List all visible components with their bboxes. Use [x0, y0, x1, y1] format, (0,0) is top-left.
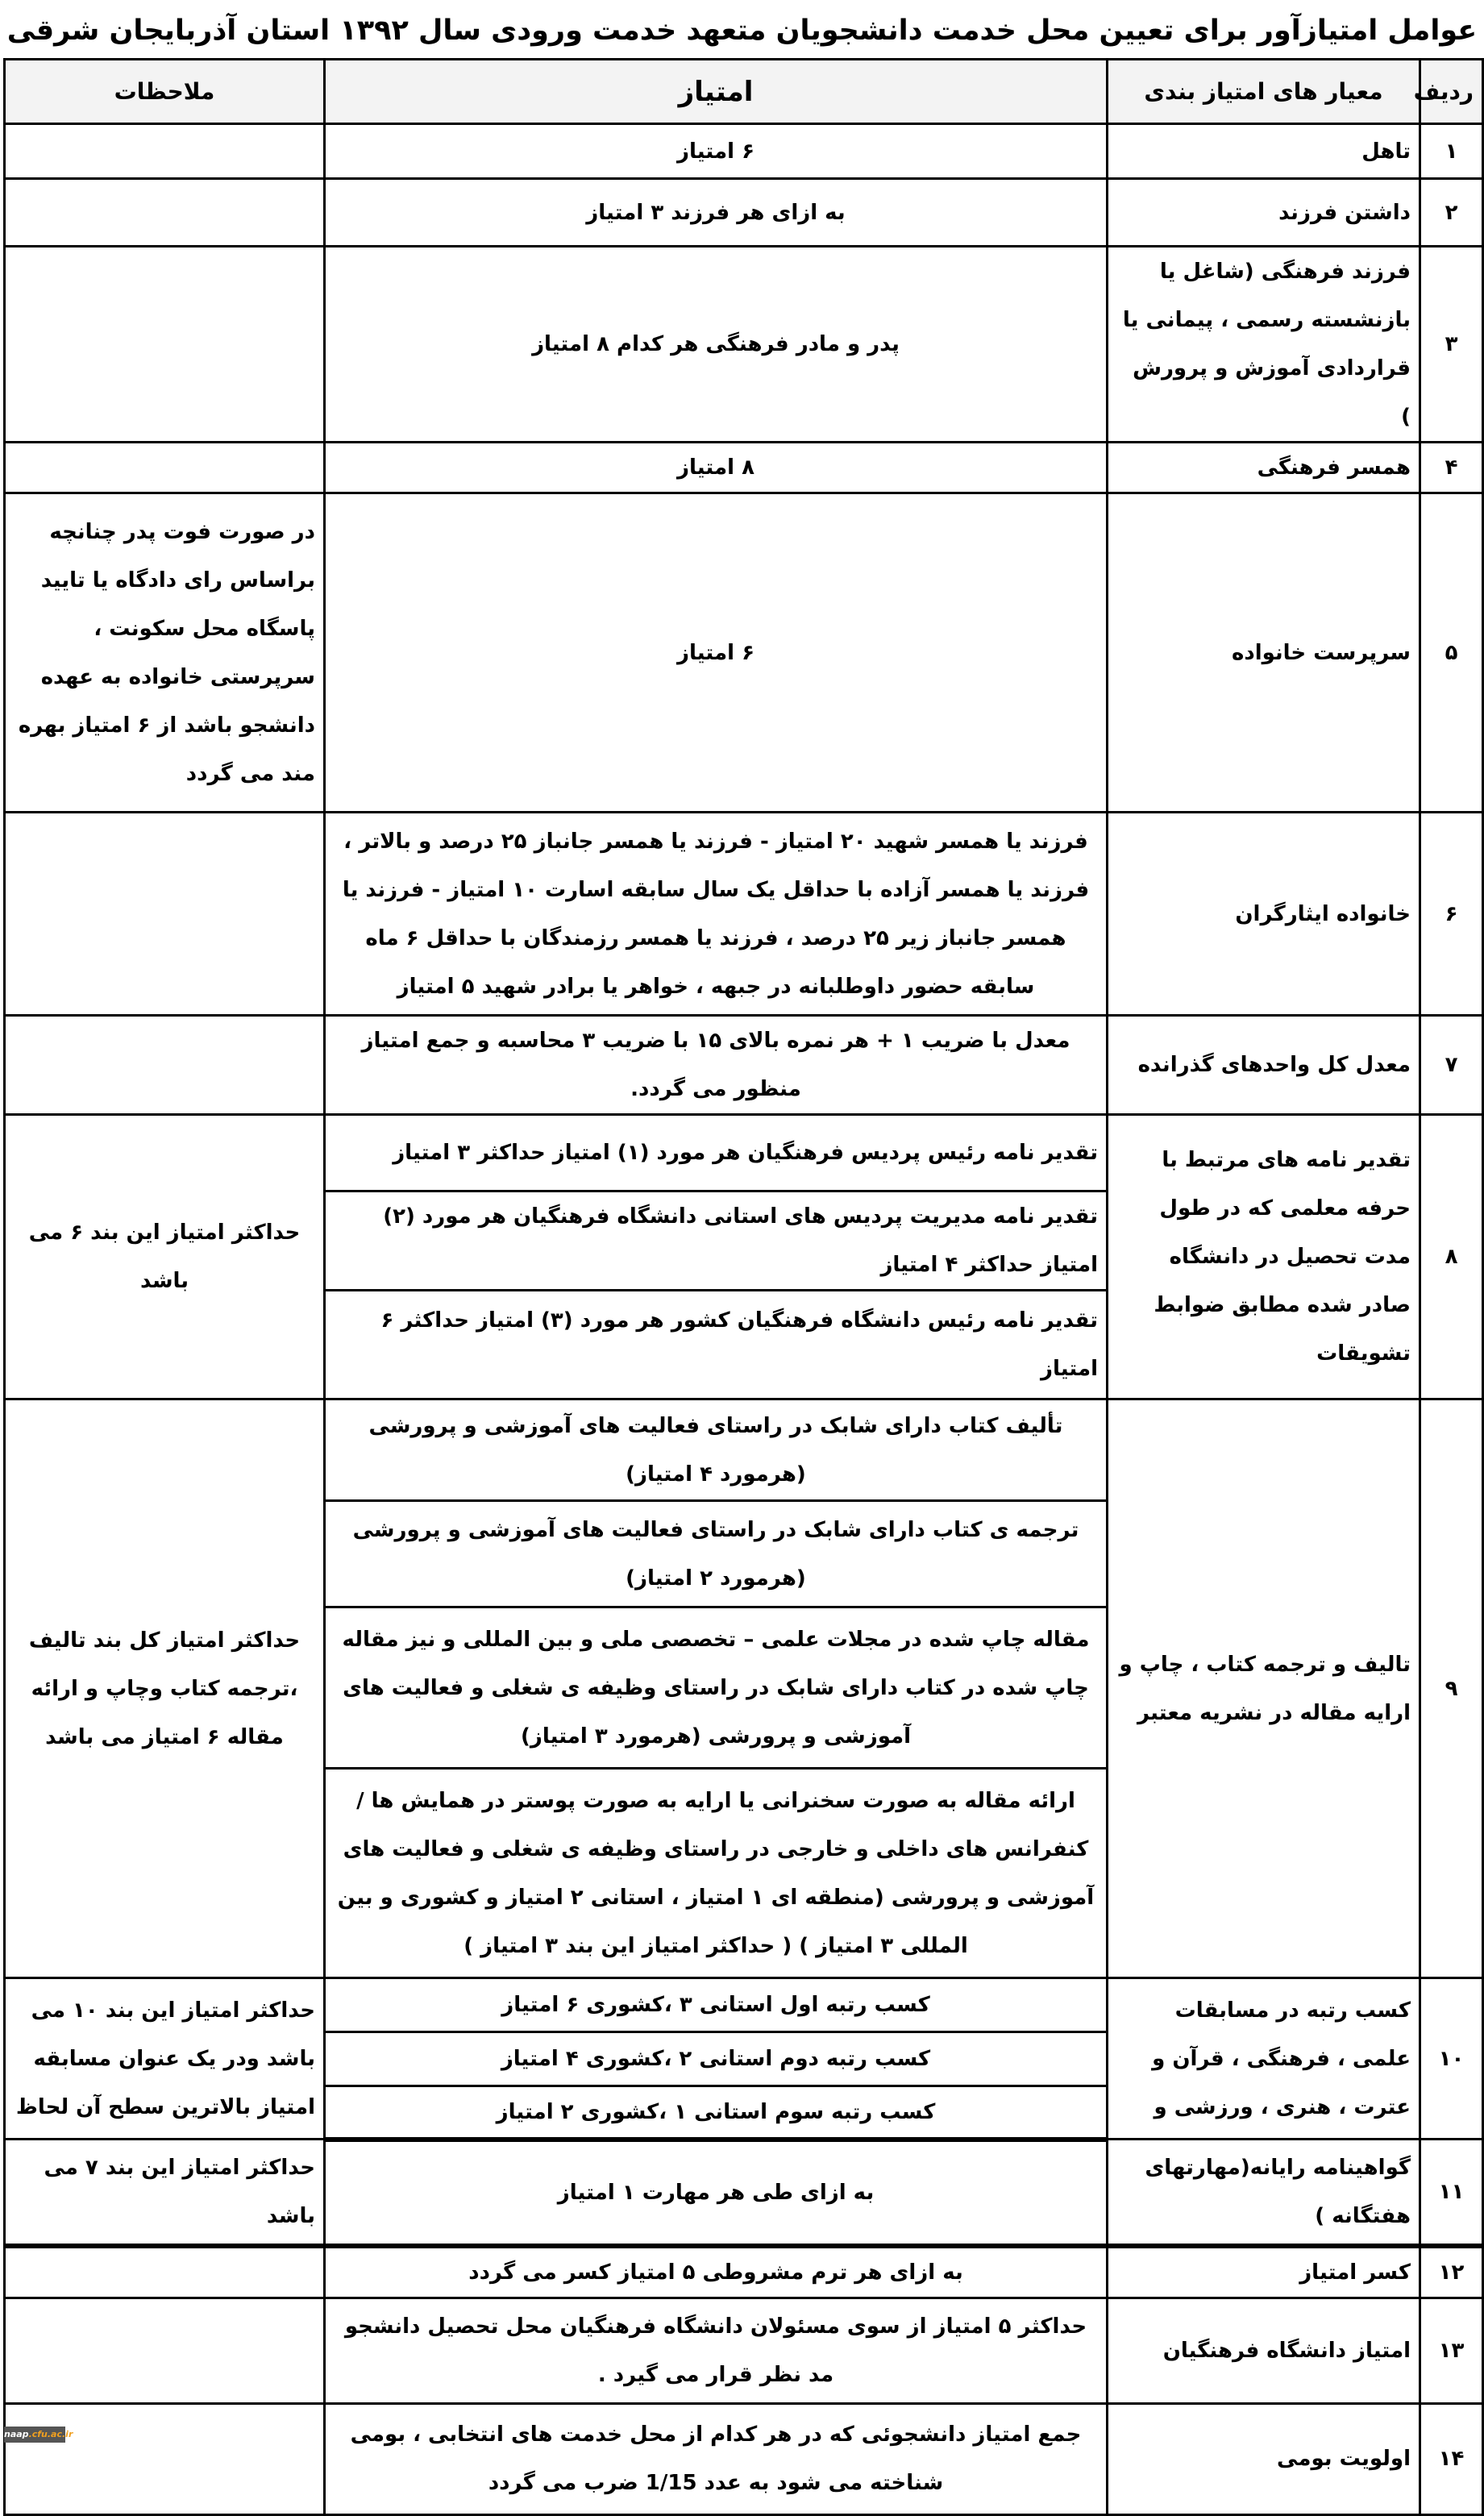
header-criteria: معیار های امتیاز بندی	[1108, 60, 1420, 124]
row-notes	[5, 2246, 325, 2298]
row-notes	[5, 443, 325, 493]
row-score: جمع امتیاز دانشجوئی که در هر کدام از محل خدمت های انتخابی ، بومی شناخته می شود به عدد 1/15 ضرب می گردد	[325, 2403, 1108, 2514]
table-row	[5, 2246, 1483, 2298]
row-score: پدر و مادر فرهنگی هر کدام ۸ امتیاز	[325, 247, 1108, 443]
row-notes: در صورت فوت پدر چنانچه براساس رای دادگاه یا تایید پاسگاه محل سکونت ، سرپرستی خانواده به عهده دانشجو باشد از ۶ امتیاز بهره مند می گردد	[5, 493, 325, 813]
row-index: ۷	[1420, 1016, 1483, 1115]
row-score: به ازای هر فرزند ۳ امتیاز	[325, 179, 1108, 247]
row-criteria: داشتن فرزند	[1108, 179, 1420, 247]
row-index: ۱۰	[1420, 1978, 1483, 2140]
table-row	[5, 1399, 1483, 1501]
watermark-text: naap	[4, 2429, 29, 2439]
row-index: ۶	[1420, 813, 1483, 1016]
watermark-domain: .cfu.ac.ir	[28, 2429, 73, 2439]
row-notes: حداکثر امتیاز این بند ۷ می باشد	[5, 2140, 325, 2246]
row-notes: حداکثر امتیاز این بند ۶ می باشد	[5, 1115, 325, 1399]
row-score: معدل با ضریب ۱ + هر نمره بالای ۱۵ با ضریب ۳ محاسبه و جمع امتیاز منظور می گردد.	[325, 1016, 1108, 1115]
row-criteria: تقدیر نامه های مرتبط با حرفه معلمی که در طول مدت تحصیل در دانشگاه صادر شده مطابق ضوابط تشویقات	[1108, 1115, 1420, 1399]
row-notes: حداکثر امتیاز این بند ۱۰ می باشد ودر یک عنوان مسابقه امتیاز بالاترین سطح آن لحاظ	[5, 1978, 325, 2140]
row-index: ۴	[1420, 443, 1483, 493]
row-notes	[5, 1016, 325, 1115]
row-score: تقدیر نامه مدیریت پردیس های استانی دانشگاه فرهنگیان هر مورد (۲) امتیاز حداکثر ۴ امتیاز	[325, 1191, 1108, 1291]
table-row	[5, 2403, 1483, 2514]
row-score: ۶ امتیاز	[325, 493, 1108, 813]
header-notes: ملاحظات	[5, 60, 325, 124]
row-score: به ازای هر ترم مشروطی ۵ امتیاز کسر می گردد	[325, 2246, 1108, 2298]
row-score: ترجمه ی کتاب دارای شابک در راستای فعالیت های آموزشی و پرورشی (هرمورد ۲ امتیاز)	[325, 1501, 1108, 1607]
row-score: کسب رتبه سوم استانی ۱ ،کشوری ۲ امتیاز	[325, 2086, 1108, 2140]
row-index: ۸	[1420, 1115, 1483, 1399]
row-criteria: کسب رتبه در مسابقات علمی ، فرهنگی ، قرآن و عترت ، هنری ، ورزشی و	[1108, 1978, 1420, 2140]
page-title: عوامل امتیازآور برای تعیین محل خدمت دانشجویان متعهد خدمت ورودی سال ۱۳۹۲ استان آذربایجان شرقی	[6, 15, 1478, 47]
row-score: ارائه مقاله به صورت سخنرانی یا ارایه به صورت پوستر در همایش ها / کنفرانس های داخلی و خارجی در راستای وظیفه ی شغلی و فعالیت های آموزشی و پرورشی (منطقه ای ۱ امتیاز ، استانی ۲ امتیاز و کشوری و بین المللی ۳ امتیاز ) ( حداکثر امتیاز این بند ۳ امتیاز )	[325, 1769, 1108, 1978]
row-score: مقاله چاپ شده در مجلات علمی – تخصصی ملی و بین المللی و نیز مقاله چاپ شده در کتاب دارای شابک در راستای وظیفه ی شغلی و فعالیت های آموزشی و پرورشی (هرمورد ۳ امتیاز)	[325, 1607, 1108, 1769]
table-row	[5, 247, 1483, 443]
row-criteria: امتیاز دانشگاه فرهنگیان	[1108, 2298, 1420, 2403]
row-notes: حداکثر امتیاز کل بند تالیف ،ترجمه کتاب وچاپ و ارائه مقاله ۶ امتیاز می باشد	[5, 1399, 325, 1978]
row-index: ۱۲	[1420, 2246, 1483, 2298]
row-criteria: تالیف و ترجمه کتاب ، چاپ و ارایه مقاله در نشریه معتبر	[1108, 1399, 1420, 1978]
row-score: کسب رتبه اول استانی ۳ ،کشوری ۶ امتیاز	[325, 1978, 1108, 2032]
row-criteria: اولویت بومی	[1108, 2403, 1420, 2514]
header-index: ردیف	[1420, 60, 1483, 124]
row-criteria: کسر امتیاز	[1108, 2246, 1420, 2298]
row-score: کسب رتبه دوم استانی ۲ ،کشوری ۴ امتیاز	[325, 2032, 1108, 2086]
row-score: ۶ امتیاز	[325, 124, 1108, 179]
table-row	[5, 1016, 1483, 1115]
row-index: ۳	[1420, 247, 1483, 443]
table-row	[5, 443, 1483, 493]
table-header-row	[5, 60, 1483, 124]
row-notes	[5, 247, 325, 443]
table-row	[5, 2140, 1483, 2246]
row-criteria: سرپرست خانواده	[1108, 493, 1420, 813]
row-index: ۱۴	[1420, 2403, 1483, 2514]
table-row	[5, 813, 1483, 1016]
row-score: تقدیر نامه رئیس پردیس فرهنگیان هر مورد (۱) امتیاز حداکثر ۳ امتیاز	[325, 1115, 1108, 1191]
row-notes	[5, 813, 325, 1016]
row-index: ۱۱	[1420, 2140, 1483, 2246]
row-criteria: گواهینامه رایانه(مهارتهای هفتگانه )	[1108, 2140, 1420, 2246]
row-index: ۲	[1420, 179, 1483, 247]
row-notes	[5, 179, 325, 247]
table-row	[5, 493, 1483, 813]
row-score: فرزند یا همسر شهید ۲۰ امتیاز - فرزند یا همسر جانباز ۲۵ درصد و بالاتر ، فرزند یا همسر آزاده با حداقل یک سال سابقه اسارت ۱۰ امتیاز - فرزند یا همسر جانباز زیر ۲۵ درصد ، فرزند یا همسر رزمندگان با حداقل ۶ ماه سابقه حضور داوطلبانه در جبهه ، خواهر یا برادر شهید ۵ امتیاز	[325, 813, 1108, 1016]
header-score: امتیاز	[325, 60, 1108, 124]
table-row	[5, 2298, 1483, 2403]
row-criteria: معدل کل واحدهای گذرانده	[1108, 1016, 1420, 1115]
row-notes	[5, 2403, 325, 2514]
row-score: حداکثر ۵ امتیاز از سوی مسئولان دانشگاه فرهنگیان محل تحصیل دانشجو مد نظر قرار می گیرد .	[325, 2298, 1108, 2403]
row-criteria: فرزند فرهنگی (شاغل یا بازنشسته رسمی ، پیمانی یا قراردادی آموزش و پرورش )	[1108, 247, 1420, 443]
row-score: تألیف کتاب دارای شابک در راستای فعالیت های آموزشی و پرورشی (هرمورد ۴ امتیاز)	[325, 1399, 1108, 1501]
row-criteria: خانواده ایثارگران	[1108, 813, 1420, 1016]
table-row	[5, 1115, 1483, 1191]
table-row	[5, 1978, 1483, 2032]
row-index: ۵	[1420, 493, 1483, 813]
row-index: ۹	[1420, 1399, 1483, 1978]
scoring-table	[3, 58, 1484, 2516]
watermark-logo	[4, 2427, 73, 2443]
row-score: ۸ امتیاز	[325, 443, 1108, 493]
row-score: تقدیر نامه رئیس دانشگاه فرهنگیان کشور هر مورد (۳) امتیاز حداکثر ۶ امتیاز	[325, 1291, 1108, 1399]
table-row	[5, 124, 1483, 179]
table-row	[5, 179, 1483, 247]
row-notes	[5, 124, 325, 179]
row-criteria: تاهل	[1108, 124, 1420, 179]
row-criteria: همسر فرهنگی	[1108, 443, 1420, 493]
row-notes	[5, 2298, 325, 2403]
row-index: ۱۳	[1420, 2298, 1483, 2403]
row-index: ۱	[1420, 124, 1483, 179]
row-score: به ازای طی هر مهارت ۱ امتیاز	[325, 2140, 1108, 2246]
